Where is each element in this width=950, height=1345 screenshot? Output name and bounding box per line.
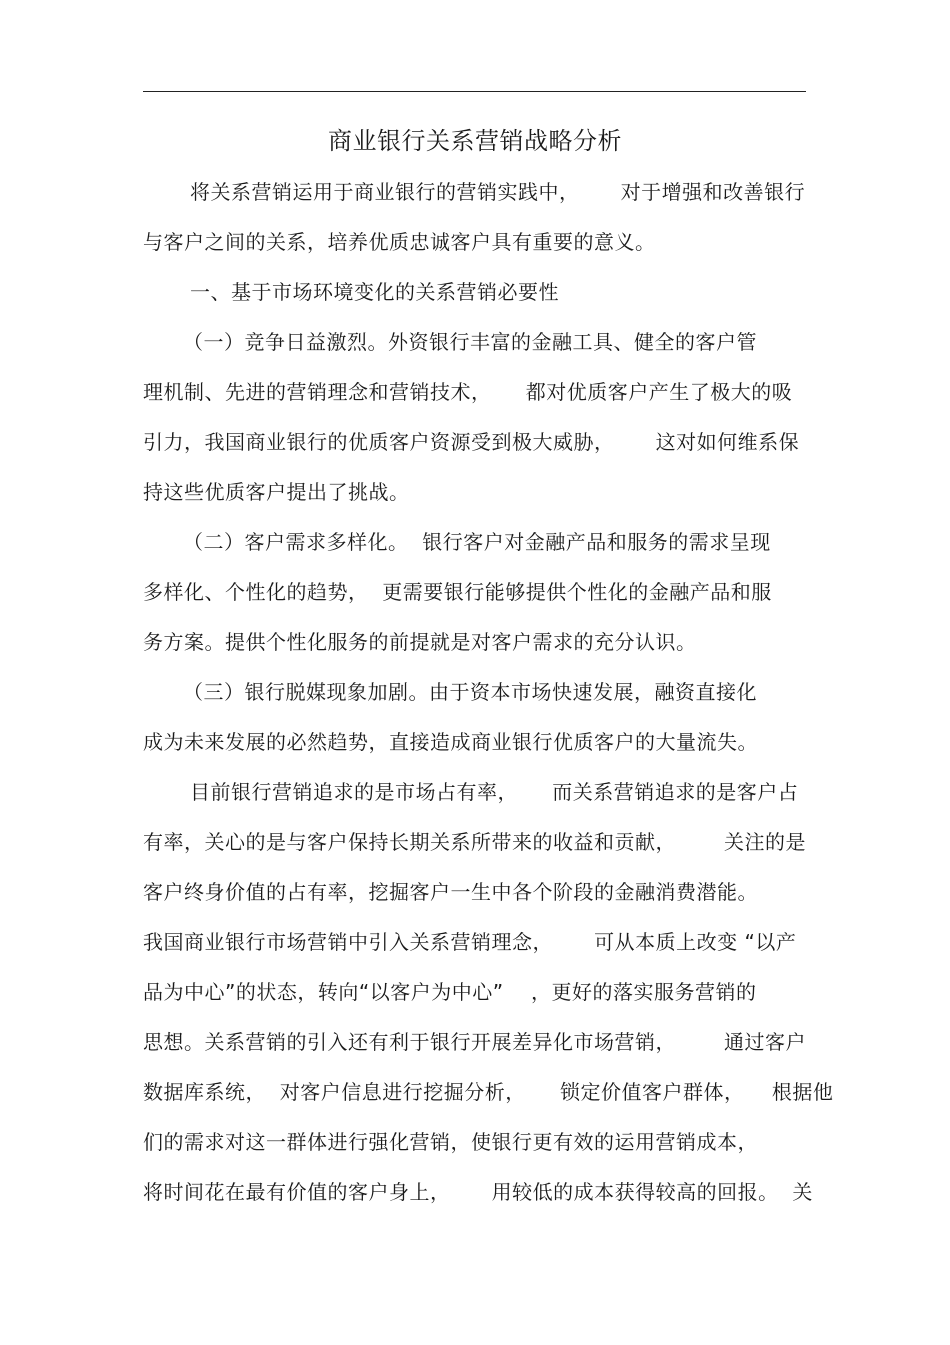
paragraph-line: （三）银行脱媒现象加剧。由于资本市场快速发展，融资直接化 — [183, 680, 757, 704]
paragraph-line: 数据库系统， 对客户信息进行挖掘分析， 锁定价值客户群体， 根据他 — [143, 1080, 834, 1104]
paragraph-line: 多样化、个性化的趋势， 更需要银行能够提供个性化的金融产品和服 — [143, 580, 772, 604]
section-heading: 一、基于市场环境变化的关系营销必要性 — [190, 280, 559, 304]
paragraph-line: 与客户之间的关系，培养优质忠诚客户具有重要的意义。 — [143, 230, 656, 254]
paragraph-line: （一）竞争日益激烈。外资银行丰富的金融工具、健全的客户管 — [183, 330, 757, 354]
paragraph-line: 引力，我国商业银行的优质客户资源受到极大威胁， 这对如何维系保 — [143, 430, 800, 454]
paragraph-line: 品为中心”的状态，转向“以客户为中心” ，更好的落实服务营销的 — [143, 980, 757, 1004]
document-title: 商业银行关系营销战略分析 — [328, 127, 622, 155]
paragraph-line: 客户终身价值的占有率，挖掘客户一生中各个阶段的金融消费潜能。 — [143, 880, 758, 904]
paragraph-line: 思想。关系营销的引入还有利于银行开展差异化市场营销， 通过客户 — [143, 1030, 807, 1054]
paragraph-line: 将时间花在最有价值的客户身上， 用较低的成本获得较高的回报。 关 — [143, 1180, 813, 1204]
paragraph-line: 理机制、先进的营销理念和营销技术， 都对优质客户产生了极大的吸 — [143, 380, 793, 404]
paragraph-line: 目前银行营销追求的是市场占有率， 而关系营销追求的是客户占 — [190, 780, 799, 804]
paragraph-line: 务方案。提供个性化服务的前提就是对客户需求的充分认识。 — [143, 630, 697, 654]
paragraph-line: 我国商业银行市场营销中引入关系营销理念， 可从本质上改变 “以产 — [143, 930, 797, 954]
paragraph-line: 有率，关心的是与客户保持长期关系所带来的收益和贡献， 关注的是 — [143, 830, 807, 854]
paragraph-line: 持这些优质客户提出了挑战。 — [143, 480, 410, 504]
header-rule — [143, 91, 806, 92]
paragraph-line: 成为未来发展的必然趋势，直接造成商业银行优质客户的大量流失。 — [143, 730, 758, 754]
paragraph-line: （二）客户需求多样化。 银行客户对金融产品和服务的需求呈现 — [183, 530, 771, 554]
paragraph-line: 将关系营销运用于商业银行的营销实践中， 对于增强和改善银行 — [190, 180, 806, 204]
paragraph-line: 们的需求对这一群体进行强化营销，使银行更有效的运用营销成本， — [143, 1130, 758, 1154]
